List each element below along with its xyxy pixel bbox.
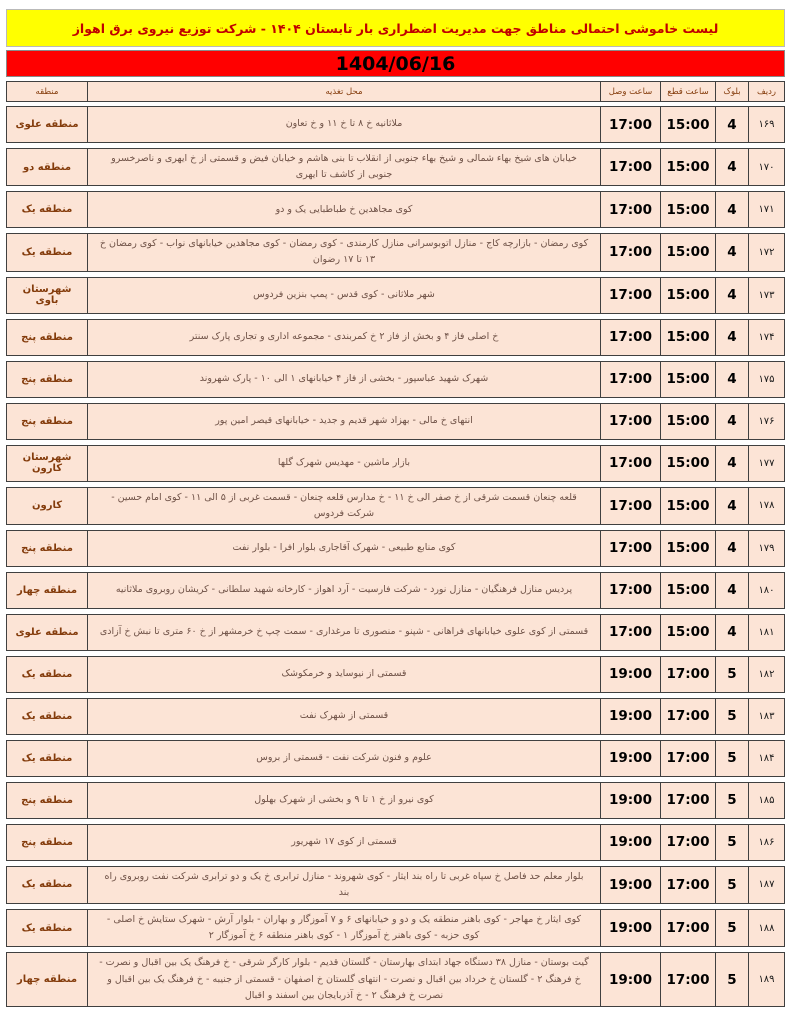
table-row (6, 614, 785, 651)
header-restore-time: ساعت وصل (600, 82, 660, 101)
feed-location-cell: کوی رمضان - بازارچه کاج - منازل اتوبوسرانی منازل کارمندی - کوی رمضان - کوی مجاهدین خیابانهای نواب - کوی رمضان خ ۱۳ تا ۱۷ رضوان (87, 234, 600, 270)
row-number-cell: ۱۷۰ (748, 149, 784, 185)
restore-time-cell: 17:00 (600, 107, 660, 142)
table-row (6, 277, 785, 314)
feed-location-cell: پردیس منازل فرهنگیان - منازل نورد - شرکت فارسیت - آرد اهواز - کارخانه شهید سلطانی - کریشان روبروی ملاثانیه (87, 573, 600, 608)
cut-time-cell: 17:00 (660, 741, 715, 776)
block-cell: 4 (715, 404, 748, 439)
block-cell: 4 (715, 488, 748, 524)
feed-location-cell: کوی مجاهدین خ طباطبایی یک و دو (87, 192, 600, 227)
cut-time-cell: 15:00 (660, 404, 715, 439)
restore-time-cell: 17:00 (600, 615, 660, 650)
feed-location-cell: ملاثانیه خ ۸ تا خ ۱۱ و خ تعاون (87, 107, 600, 142)
table-row (6, 361, 785, 398)
region-cell: منطقه پنج (21, 373, 73, 385)
row-number-cell: ۱۸۴ (748, 741, 784, 776)
feed-location-cell: بازار ماشین - مهدیس شهرک گلها (87, 446, 600, 481)
region-cell: منطقه دو (22, 161, 72, 173)
block-cell: 4 (715, 320, 748, 355)
region-cell: شهرستان کارون (22, 452, 72, 475)
block-cell: 4 (715, 615, 748, 650)
cut-time-cell: 15:00 (660, 149, 715, 185)
cut-time-cell: 17:00 (660, 657, 715, 692)
region-cell: منطقه یک (21, 922, 73, 934)
block-cell: 5 (715, 741, 748, 776)
restore-time-cell: 19:00 (600, 741, 660, 776)
block-cell: 5 (715, 910, 748, 946)
table-row (6, 106, 785, 143)
row-number-cell: ۱۸۸ (748, 910, 784, 946)
header-row-number: ردیف (748, 82, 784, 101)
table-row (6, 952, 785, 1006)
cut-time-cell: 17:00 (660, 953, 715, 1005)
block-cell: 5 (715, 867, 748, 903)
cut-time-cell: 15:00 (660, 278, 715, 313)
restore-time-cell: 17:00 (600, 573, 660, 608)
table-row (6, 824, 785, 861)
schedule-date: 1404/06/16 (335, 52, 456, 75)
block-cell: 5 (715, 699, 748, 734)
feed-location-cell: شهرک شهید عباسپور - بخشی از فاز ۴ خیابانهای ۱ الی ۱۰ - پارک شهروند (87, 362, 600, 397)
cut-time-cell: 17:00 (660, 867, 715, 903)
block-cell: 4 (715, 234, 748, 270)
block-cell: 5 (715, 825, 748, 860)
row-number-cell: ۱۷۹ (748, 531, 784, 566)
table-row (6, 740, 785, 777)
cut-time-cell: 15:00 (660, 320, 715, 355)
document-title-bar (6, 9, 785, 47)
cut-time-cell: 17:00 (660, 699, 715, 734)
cut-time-cell: 15:00 (660, 573, 715, 608)
region-cell: منطقه پنج (21, 794, 73, 806)
region-cell: شهرستان باوی (22, 284, 72, 307)
row-number-cell: ۱۸۵ (748, 783, 784, 818)
table-row (6, 572, 785, 609)
feed-location-cell: انتهای خ مالی - بهزاد شهر قدیم و جدید - خیابانهای قیصر امین پور (87, 404, 600, 439)
feed-location-cell: گیت بوستان - منازل ۳۸ دستگاه جهاد ابتدای بهارستان - گلستان قدیم - بلوار کارگر شرقی - خ فرهنگ یک بین اقبال و نصرت - خ فرهنگ ۲ - گلستان خ خرداد بین اقبال و نصرت - انتهای گلستان خ اصفهان - قسمتی از جنیبه - خ فرهنگ یک بین اقبال و نصرت خ فرهنگ ۲ - خ آذربایجان بین اسفند و اقبال (87, 953, 600, 1005)
restore-time-cell: 19:00 (600, 910, 660, 946)
row-number-cell: ۱۸۷ (748, 867, 784, 903)
page-title: لیست خاموشی احتمالی مناطق جهت مدیریت اضطراری بار تابستان ۱۴۰۴ - شرکت توزیع نیروی برق اهواز (72, 20, 719, 36)
restore-time-cell: 19:00 (600, 657, 660, 692)
restore-time-cell: 17:00 (600, 278, 660, 313)
restore-time-cell: 17:00 (600, 192, 660, 227)
cut-time-cell: 15:00 (660, 488, 715, 524)
cut-time-cell: 17:00 (660, 910, 715, 946)
block-cell: 5 (715, 657, 748, 692)
region-cell: منطقه پنج (21, 542, 73, 554)
region-cell: کارون (31, 500, 63, 512)
row-number-cell: ۱۷۵ (748, 362, 784, 397)
region-cell: منطقه یک (21, 710, 73, 722)
table-row (6, 866, 785, 904)
cut-time-cell: 17:00 (660, 783, 715, 818)
table-row (6, 403, 785, 440)
cut-time-cell: 17:00 (660, 825, 715, 860)
block-cell: 4 (715, 278, 748, 313)
block-cell: 5 (715, 953, 748, 1005)
row-number-cell: ۱۸۲ (748, 657, 784, 692)
row-number-cell: ۱۷۸ (748, 488, 784, 524)
row-number-cell: ۱۸۳ (748, 699, 784, 734)
table-row (6, 233, 785, 271)
restore-time-cell: 19:00 (600, 867, 660, 903)
cut-time-cell: 15:00 (660, 446, 715, 481)
feed-location-cell: کوی ایثار خ مهاجر - کوی باهنر منطقه یک و دو و خیابانهای ۶ و ۷ آموزگار و بهاران - بلوار آرش - شهرک ستایش خ اصلی - کوی حزبه - کوی باهنر خ آموزگار ۱ - کوی باهنر منطقه ۶ خ آموزگار ۲ (87, 910, 600, 946)
table-row (6, 191, 785, 228)
header-feed-location: محل تغذیه (87, 82, 600, 101)
block-cell: 5 (715, 783, 748, 818)
table-row (6, 487, 785, 525)
table-row (6, 782, 785, 819)
block-cell: 4 (715, 573, 748, 608)
feed-location-cell: قسمتی از نیوساید و خرمکوشک (87, 657, 600, 692)
cut-time-cell: 15:00 (660, 531, 715, 566)
restore-time-cell: 19:00 (600, 825, 660, 860)
block-cell: 4 (715, 192, 748, 227)
feed-location-cell: خ اصلی فاز ۴ و بخش از فاز ۲ خ کمربندی - مجموعه اداری و تجاری پارک سنتر (87, 320, 600, 355)
region-cell: منطقه چهار (16, 584, 78, 596)
row-number-cell: ۱۷۲ (748, 234, 784, 270)
cut-time-cell: 15:00 (660, 107, 715, 142)
row-number-cell: ۱۸۹ (748, 953, 784, 1005)
feed-location-cell: خیابان های شیخ بهاء شمالی و شیخ بهاء جنوبی از انقلاب تا بنی هاشم و خیابان فیض و قسمتی از خ ایهری و ناصرخسرو جنوبی از کاشف تا ایهری (87, 149, 600, 185)
feed-location-cell: علوم و فنون شرکت نفت - قسمتی از بروس (87, 741, 600, 776)
restore-time-cell: 19:00 (600, 699, 660, 734)
region-cell: منطقه یک (21, 204, 73, 216)
restore-time-cell: 17:00 (600, 149, 660, 185)
region-cell: منطقه پنج (21, 415, 73, 427)
feed-location-cell: کوی نیرو از خ ۱ تا ۹ و بخشی از شهرک بهلول (87, 783, 600, 818)
block-cell: 4 (715, 446, 748, 481)
table-row (6, 909, 785, 947)
cut-time-cell: 15:00 (660, 192, 715, 227)
table-body (6, 106, 785, 1007)
table-row (6, 319, 785, 356)
row-number-cell: ۱۷۶ (748, 404, 784, 439)
outage-table (6, 81, 785, 1007)
region-cell: منطقه علوی (15, 119, 79, 130)
feed-location-cell: قسمتی از شهرک نفت (87, 699, 600, 734)
block-cell: 4 (715, 362, 748, 397)
region-cell: منطقه یک (21, 752, 73, 764)
restore-time-cell: 17:00 (600, 404, 660, 439)
block-cell: 4 (715, 531, 748, 566)
feed-location-cell: قسمتی از کوی ۱۷ شهریور (87, 825, 600, 860)
table-row (6, 656, 785, 693)
header-region: منطقه (35, 86, 59, 97)
feed-location-cell: بلوار معلم حد فاصل خ سپاه غربی تا راه بند ایثار - کوی شهروند - منازل ترابری خ یک و دو ترابری شرکت نفت روبروی راه بند (87, 867, 600, 903)
region-cell: منطقه علوی (15, 626, 79, 638)
header-block: بلوک (715, 82, 748, 101)
cut-time-cell: 15:00 (660, 362, 715, 397)
restore-time-cell: 17:00 (600, 446, 660, 481)
restore-time-cell: 17:00 (600, 320, 660, 355)
restore-time-cell: 17:00 (600, 362, 660, 397)
row-number-cell: ۱۷۱ (748, 192, 784, 227)
region-cell: منطقه یک (21, 879, 73, 891)
region-cell: منطقه پنج (21, 836, 73, 848)
region-cell: منطقه پنج (21, 331, 73, 343)
region-cell: منطقه یک (21, 246, 73, 258)
region-cell: منطقه یک (21, 668, 73, 680)
feed-location-cell: قسمتی از کوی علوی خیابانهای فراهانی - شپنو - منصوری تا مرغداری - سمت چپ خ خرمشهر از خ ۶۰ متری تا نبش خ آزادی (87, 615, 600, 650)
row-number-cell: ۱۷۴ (748, 320, 784, 355)
restore-time-cell: 19:00 (600, 953, 660, 1005)
restore-time-cell: 17:00 (600, 234, 660, 270)
table-row (6, 445, 785, 482)
table-row (6, 148, 785, 186)
header-cut-time: ساعت قطع (660, 82, 715, 101)
block-cell: 4 (715, 149, 748, 185)
row-number-cell: ۱۶۹ (748, 107, 784, 142)
restore-time-cell: 19:00 (600, 783, 660, 818)
table-row (6, 530, 785, 567)
date-banner (6, 50, 785, 77)
row-number-cell: ۱۷۳ (748, 278, 784, 313)
block-cell: 4 (715, 107, 748, 142)
feed-location-cell: کوی منابع طبیعی - شهرک آقاجاری بلوار افرا - بلوار نفت (87, 531, 600, 566)
row-number-cell: ۱۸۶ (748, 825, 784, 860)
cut-time-cell: 15:00 (660, 615, 715, 650)
restore-time-cell: 17:00 (600, 531, 660, 566)
feed-location-cell: قلعه چنعان قسمت شرقی از خ صفر الی خ ۱۱ - خ مدارس قلعه چنعان - قسمت غربی از ۵ الی ۱۱ - کوی امام حسین - شرکت فردوس (87, 488, 600, 524)
row-number-cell: ۱۷۷ (748, 446, 784, 481)
row-number-cell: ۱۸۰ (748, 573, 784, 608)
restore-time-cell: 17:00 (600, 488, 660, 524)
cut-time-cell: 15:00 (660, 234, 715, 270)
row-number-cell: ۱۸۱ (748, 615, 784, 650)
feed-location-cell: شهر ملاثانی - کوی قدس - پمپ بنزین فردوس (87, 278, 600, 313)
table-header-row (6, 81, 785, 102)
table-row (6, 698, 785, 735)
region-cell: منطقه چهار (16, 974, 78, 986)
